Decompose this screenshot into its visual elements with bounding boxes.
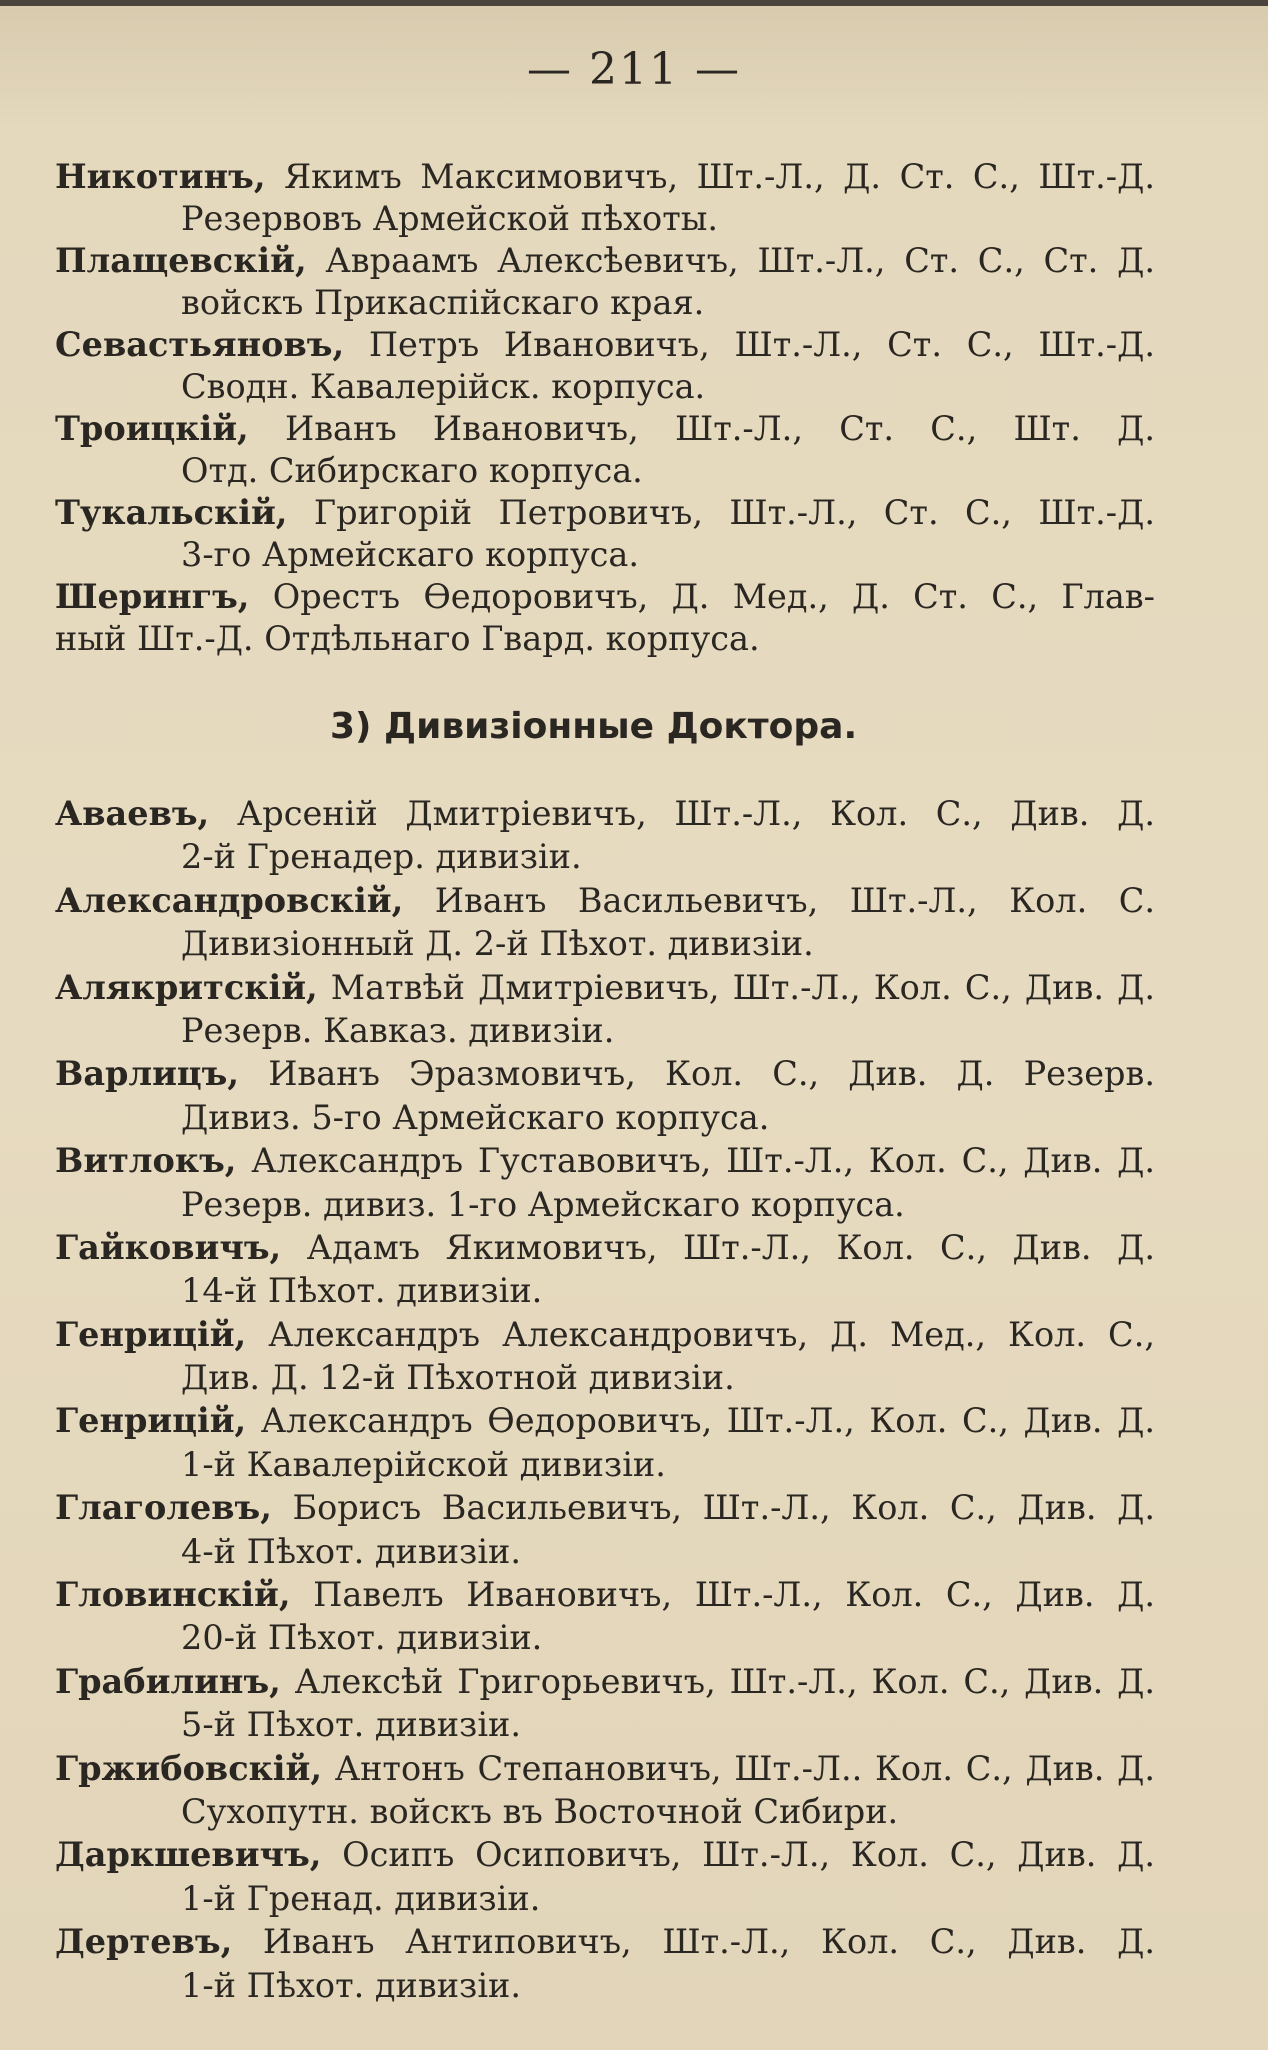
entry-first-line: [55, 1833, 1155, 1876]
entry-details: Матвѣй Дмитріевичъ, Шт.-Л., Кол. С., Див. Д.: [317, 967, 1155, 1007]
entry-surname: Александровскій,: [55, 880, 404, 920]
list-entry: [55, 1660, 1155, 1747]
entry-continuation: 5-й Пѣхот. дивизіи.: [181, 1705, 522, 1745]
entry-details: Антонъ Степановичъ, Шт.-Л.. Кол. С., Див. Д.: [322, 1748, 1155, 1788]
entry-first-line: [55, 1399, 1155, 1442]
entry-continuation: Сводн. Кавалерійск. корпуса.: [181, 367, 706, 406]
list-entry: [55, 1226, 1155, 1313]
entry-first-line: [55, 492, 1155, 534]
entry-first-line: [55, 1139, 1155, 1182]
entry-continuation: 14-й Пѣхот. дивизіи.: [181, 1271, 543, 1311]
entry-details: Григорій Петровичъ, Шт.-Л., Ст. С., Шт.-Д.: [287, 493, 1155, 532]
entry-first-line: [55, 1920, 1155, 1963]
entry-details: Александръ Густавовичъ, Шт.-Л., Кол. С., Див. Д.: [236, 1141, 1155, 1181]
entry-first-line: [55, 1313, 1155, 1356]
entry-details: Борисъ Васильевичъ, Шт.-Л., Кол. С., Див. Д.: [271, 1488, 1155, 1528]
entry-details: Якимъ Максимовичъ, Шт.-Л., Д. Ст. С., Шт.-Д.: [265, 157, 1155, 196]
list-entry: [55, 1573, 1155, 1660]
entry-surname: Севастьяновъ,: [55, 325, 345, 364]
list-entry: [55, 879, 1155, 966]
entry-first-line: [55, 1573, 1155, 1616]
list-entry: [55, 240, 1155, 324]
entry-details: Петръ Ивановичъ, Шт.-Л., Ст. С., Шт.-Д.: [344, 325, 1155, 364]
entry-surname: Гржибовскій,: [55, 1748, 323, 1788]
entry-surname: Гайковичъ,: [55, 1227, 282, 1267]
entry-first-line: [55, 576, 1155, 618]
entry-surname: Дертевъ,: [55, 1922, 233, 1962]
list-entry: [55, 792, 1155, 879]
entry-details: Иванъ Васильевичъ, Шт.-Л., Кол. С.: [403, 880, 1155, 920]
entry-continuation: 1-й Кавалерійской дивизіи.: [181, 1444, 666, 1484]
entry-details: Авраамъ Алексѣевичъ, Шт.-Л., Ст. С., Ст. Д.: [306, 241, 1155, 280]
entry-details: Александръ Ѳедоровичъ, Шт.-Л., Кол. С., Див. Д.: [246, 1401, 1155, 1441]
entry-continuation: Резерв. дивиз. 1-го Армейскаго корпуса.: [181, 1184, 905, 1224]
list-entry: [55, 1399, 1155, 1486]
list-entry: [55, 1486, 1155, 1573]
list-entry: [55, 1833, 1155, 1920]
list-entry: [55, 324, 1155, 408]
entry-first-line: [55, 966, 1155, 1009]
entry-surname: Шерингъ,: [55, 577, 250, 616]
entry-details: Алексѣй Григорьевичъ, Шт.-Л., Кол. С., Див. Д.: [280, 1661, 1155, 1701]
entry-surname: Гловинскій,: [55, 1575, 291, 1615]
entry-continuation: 3-го Армейскаго корпуса.: [181, 535, 640, 574]
entry-continuation: Див. Д. 12-й Пѣхотной дивизіи.: [181, 1358, 735, 1398]
entry-first-line: [55, 324, 1155, 366]
entry-first-line: [55, 1226, 1155, 1269]
entry-first-line: [55, 156, 1155, 198]
entry-first-line: [55, 1747, 1155, 1790]
list-entry: [55, 156, 1155, 240]
entry-continuation: 4-й Пѣхот. дивизіи.: [181, 1531, 522, 1571]
entry-surname: Грабилинъ,: [55, 1661, 281, 1701]
entry-surname: Алякритскій,: [55, 967, 318, 1007]
entry-continuation: Резервовъ Армейской пѣхоты.: [181, 199, 719, 238]
entry-first-line: [55, 408, 1155, 450]
entry-details: Иванъ Ивановичъ, Шт.-Л., Ст. С., Шт. Д.: [248, 409, 1155, 448]
entry-details: Орестъ Ѳедоровичъ, Д. Мед., Д. Ст. С., Глав-: [249, 577, 1155, 616]
list-entry: [55, 1139, 1155, 1226]
list-entry: [55, 408, 1155, 492]
entry-continuation: Дивизіонный Д. 2-й Пѣхот. дивизіи.: [181, 924, 814, 964]
entry-continuation: Сухопутн. войскъ въ Восточной Сибири.: [181, 1791, 899, 1831]
entry-surname: Тукальскій,: [55, 493, 288, 532]
entry-surname: Никотинъ,: [55, 157, 266, 196]
entry-first-line: [55, 240, 1155, 282]
page-number: — 211 —: [527, 44, 741, 95]
entry-continuation: Резерв. Кавказ. дивизіи.: [181, 1010, 615, 1050]
entry-surname: Аваевъ,: [55, 794, 210, 833]
entry-surname: Даркшевичъ,: [55, 1835, 322, 1875]
entry-details: Осипъ Осиповичъ, Шт.-Л., Кол. С., Див. Д.: [321, 1835, 1155, 1875]
list-entry: [55, 492, 1155, 576]
entry-first-line: [55, 792, 1155, 835]
list-entry: [55, 1747, 1155, 1834]
list-entry: [55, 1052, 1155, 1139]
entry-first-line: [55, 1660, 1155, 1703]
entry-details: Иванъ Антиповичъ, Шт.-Л., Кол. С., Див. Д.: [232, 1922, 1155, 1962]
entry-surname: Генрицій,: [55, 1401, 247, 1441]
entry-details: Павелъ Ивановичъ, Шт.-Л., Кол. С., Див. Д.: [290, 1575, 1155, 1615]
entry-surname: Глаголевъ,: [55, 1488, 272, 1528]
list-entry: [55, 1313, 1155, 1400]
list-entry: [55, 966, 1155, 1053]
entry-details: Арсеній Дмитріевичъ, Шт.-Л., Кол. С., Див. Д.: [209, 794, 1155, 833]
entry-continuation: 1-й Гренад. дивизіи.: [181, 1878, 541, 1918]
entry-continuation: 1-й Пѣхот. дивизіи.: [181, 1965, 522, 2005]
entry-continuation: 20-й Пѣхот. дивизіи.: [181, 1618, 543, 1658]
list-entry: [55, 1920, 1155, 2007]
entry-first-line: [55, 879, 1155, 922]
entry-continuation: Отд. Сибирскаго корпуса.: [181, 451, 643, 490]
entry-surname: Витлокъ,: [55, 1141, 237, 1181]
entry-surname: Плащевскій,: [55, 241, 307, 280]
section-2-list: [55, 792, 1155, 2007]
entry-continuation: ный Шт.-Д. Отдѣльнаго Гвард. корпуса.: [55, 619, 760, 658]
entry-continuation: войскъ Прикаспійскаго края.: [181, 283, 705, 322]
entry-continuation: Дивиз. 5-го Армейскаго корпуса.: [181, 1097, 770, 1137]
entry-surname: Троицкій,: [55, 409, 249, 448]
entry-details: Александръ Александровичъ, Д. Мед., Кол. С.,: [246, 1314, 1155, 1354]
entry-first-line: [55, 1486, 1155, 1529]
entry-details: Иванъ Эразмовичъ, Кол. С., Див. Д. Резерв.: [239, 1054, 1155, 1094]
entry-continuation: 2-й Гренадер. дивизіи.: [181, 837, 582, 877]
list-entry: [55, 576, 1155, 660]
section-heading: 3) Дивизіонные Доктора.: [330, 706, 858, 747]
entry-surname: Варлицъ,: [55, 1054, 240, 1094]
entry-first-line: [55, 1052, 1155, 1095]
entry-details: Адамъ Якимовичъ, Шт.-Л., Кол. С., Див. Д.: [281, 1227, 1155, 1267]
entry-surname: Генрицій,: [55, 1314, 247, 1354]
section-1-list: [55, 156, 1155, 660]
